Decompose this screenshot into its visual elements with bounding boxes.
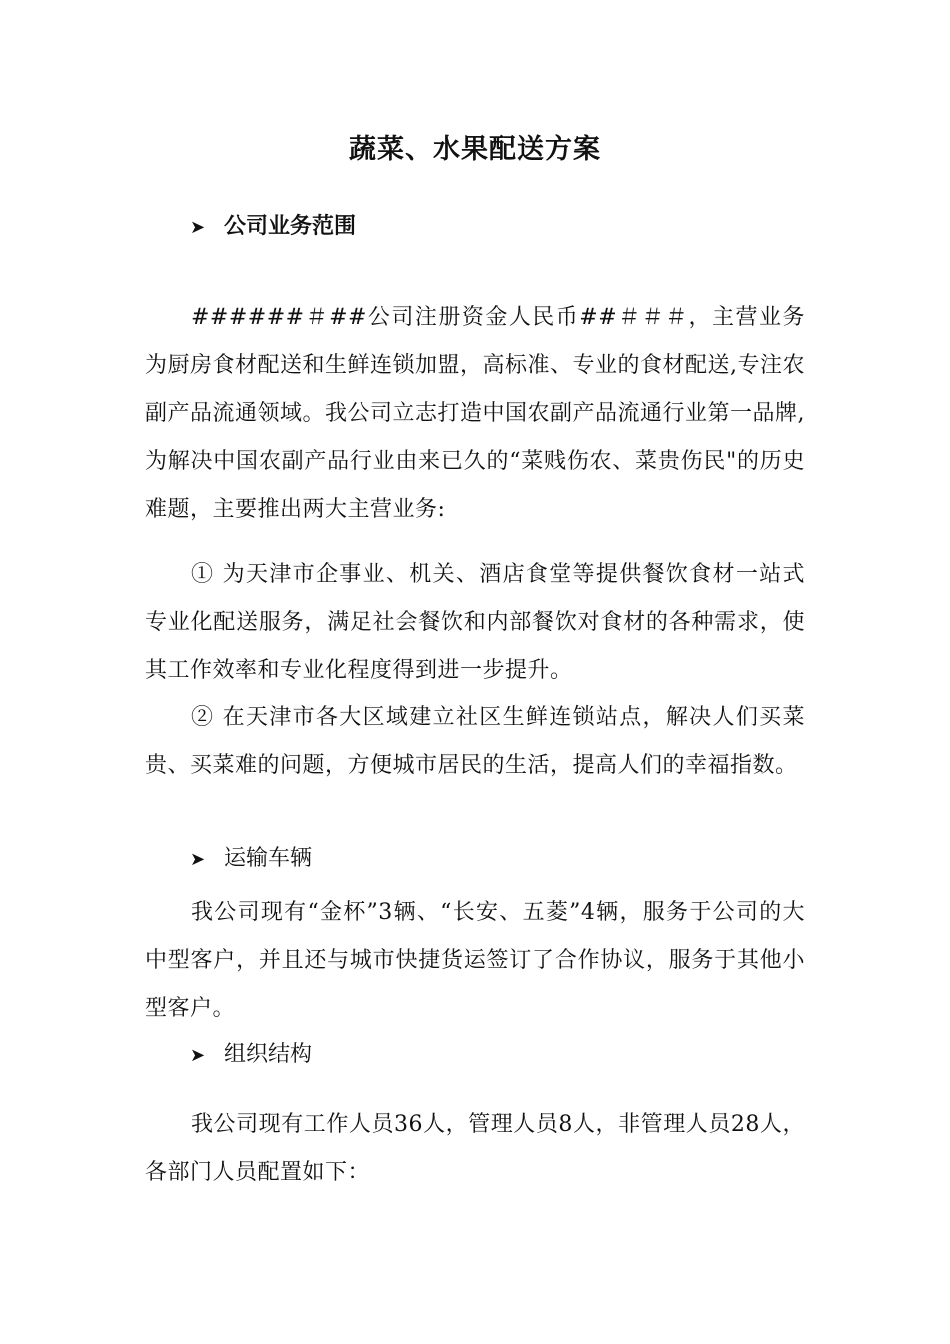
section-heading-vehicles [190, 842, 312, 877]
arrow-bullet-icon: ➤ [190, 849, 206, 870]
document-title: 蔬菜、水果配送方案 [349, 134, 601, 165]
org-paragraph: 我公司现有工作人员36人，管理人员8人，非管理人员28人，各部门人员配置如下： [145, 1112, 805, 1185]
arrow-bullet-icon: ➤ [190, 1045, 206, 1066]
scope-item-1-paragraph: ① 为天津市企事业、机关、酒店食堂等提供餐饮食材一站式专业化配送服务，满足社会餐饮和内部餐饮对食材的各种需求，使其工作效率和专业化程度得到进一步提升。 [145, 562, 805, 683]
section-heading-text: 公司业务范围 [224, 214, 357, 239]
vehicles-paragraph: 我公司现有“金杯”3辆、“长安、五菱”4辆，服务于公司的大中型客户，并且还与城市快捷货运签订了合作协议，服务于其他小型客户。 [145, 900, 805, 1021]
section-heading-scope [190, 210, 356, 245]
arrow-bullet-icon: ➤ [190, 217, 206, 238]
section-heading-text: 组织结构 [224, 1042, 313, 1067]
scope-intro-paragraph: ######＃##公司注册资金人民币##＃＃＃，主营业务为厨房食材配送和生鲜连锁加盟，高标准、专业的食材配送,专注农副产品流通领域。我公司立志打造中国农副产品流通行业第一品牌,为解决中国农副产品行业由来已久的“菜贱伤农、菜贵伤民"的历史难题，主要推出两大主营业务: [145, 305, 805, 522]
scope-item-2-paragraph: ② 在天津市各大区域建立社区生鲜连锁站点，解决人们买菜贵、买菜难的问题，方便城市居民的生活，提高人们的幸福指数。 [145, 705, 805, 778]
section-heading-text: 运输车辆 [224, 846, 313, 871]
section-heading-org [190, 1038, 312, 1073]
